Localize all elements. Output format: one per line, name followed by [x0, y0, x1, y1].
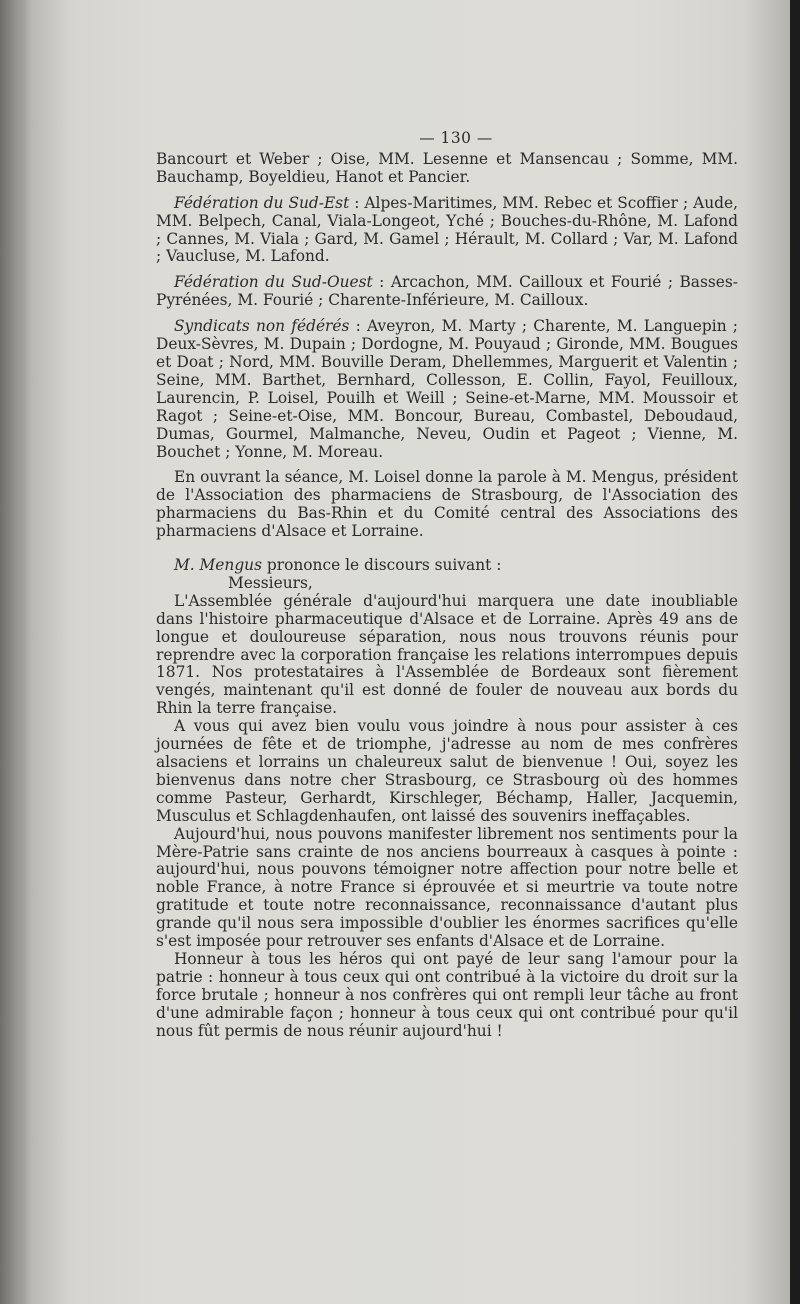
paragraph-syndicats [156, 318, 738, 461]
paragraph-sud-ouest [156, 274, 738, 310]
paragraph-intro: Bancourt et Weber ; Oise, MM. Lesenne et Mansencau ; Somme, MM. Bauchamp, Boyeldieu, Hanot et Pancier. [156, 149, 738, 186]
paragraph-discours-4: Honneur à tous les héros qui ont payé de leur sang l'amour pour la patrie : honneur à tous ceux qui ont contribué à la victoire du droit sur la force brutale ; honneur à nos confrères qui ont rempli leur tâche au front d'une admirable façon ; honneur à tous ceux qui ont contribué pour qu'il nous fût permis de nous réunir aujourd'hui ! [156, 949, 738, 1040]
text-syndicats: : Aveyron, M. Marty ; Charente, M. Languepin ; Deux-Sèvres, M. Dupain ; Dordogne, M. Pouyaud ; Gironde, MM. Bougues et Doat ; Nord, MM. Bouville Deram, Dhellemmes, Marguerit et Valentin ; Seine, MM. Barthet, Bernhard, Collesson, E. Collin, Fayol, Feuilloux, Laurencin, P. Loisel, Pouilh et Weill ; Seine-et-Marne, MM. Moussoir et Ragot ; Seine-et-Oise, MM. Boncour, Bureau, Combastel, Deboudaud, Dumas, Gourmel, Malmanche, Neveu, Oudin et Pageot ; Vienne, M. Bouchet ; Yonne, M. Moreau. [156, 317, 738, 461]
label-syndicats: Syndicats non fédérés [174, 317, 350, 336]
paragraph-discours-1: L'Assemblée générale d'aujourd'hui marquera une date inoubliable dans l'histoire pharmaceutique d'Alsace et de Lorraine. Après 49 ans de longue et douloureuse séparation, nous nous trouvons réunis pour reprendre avec la corporation française les relations interrompues depuis 1871. Nos protestataires à l'Assemblée de Bordeaux sont fièrement vengés, maintenant qu'il est donné de fouler de nouveau aux bords du Rhin la terre française. [156, 591, 738, 718]
text-sud-ouest: : Arcachon, MM. Cailloux et Fourié ; Basses-Pyrénées, M. Fourié ; Charente-Inférieure, M. Cailloux. [156, 273, 738, 310]
salutation: Messieurs, [228, 573, 313, 592]
page-number: — 130 — [419, 129, 493, 147]
label-sud-ouest: Fédération du Sud-Ouest [174, 273, 373, 292]
label-mengus: M. Mengus [174, 556, 262, 575]
text-mengus: prononce le discours suivant : [262, 556, 502, 575]
page-text-block [156, 130, 738, 1041]
paragraph-ouverture: En ouvrant la séance, M. Loisel donne la parole à M. Mengus, président de l'Association des pharmaciens de Strasbourg, de l'Association des pharmaciens du Bas-Rhin et du Comité central des Associations des pharmaciens d'Alsace et Lorraine. [156, 468, 738, 541]
label-sud-est: Fédération du Sud-Est [174, 193, 350, 212]
paragraph-sud-est [156, 195, 738, 267]
paragraph-discours-2: A vous qui avez bien voulu vous joindre à nous pour assister à ces journées de fête et de triomphe, j'adresse au nom de mes confrères alsaciens et lorrains un chaleureux salut de bienvenue ! Oui, soyez les bienvenus dans notre cher Strasbourg, ce Strasbourg où des hommes comme Pasteur, Gerhardt, Kirschleger, Béchamp, Haller, Jacquemin, Musculus et Schlagdenhaufen, ont laissé des souvenirs ineffaçables. [156, 717, 738, 825]
paragraph-discours-3: Aujourd'hui, nous pouvons manifester librement nos sentiments pour la Mère-Patrie sans crainte de nos anciens bourreaux à casques à pointe : aujourd'hui, nous pouvons témoigner notre affection pour notre belle et noble France, à notre France si éprouvée et si meurtrie va toute notre gratitude et toute notre reconnaissance, reconnaissance d'autant plus grande qu'il nous sera impossible d'oublier les énormes sacrifices qu'elle s'est imposée pour retrouver ses enfants d'Alsace et de Lorraine. [156, 824, 738, 951]
paragraph-mengus [156, 557, 738, 575]
book-spine-shadow [0, 0, 30, 1304]
text-sud-est: : Alpes-Maritimes, MM. Rebec et Scoffier ; Aude, MM. Belpech, Canal, Viala-Longeot, Yché ; Bouches-du-Rhône, M. Lafond ; Cannes, M. Viala ; Gard, M. Gamel ; Hérault, M. Collard ; Var, M. Lafond ; Vaucluse, M. Lafond. [156, 193, 738, 266]
